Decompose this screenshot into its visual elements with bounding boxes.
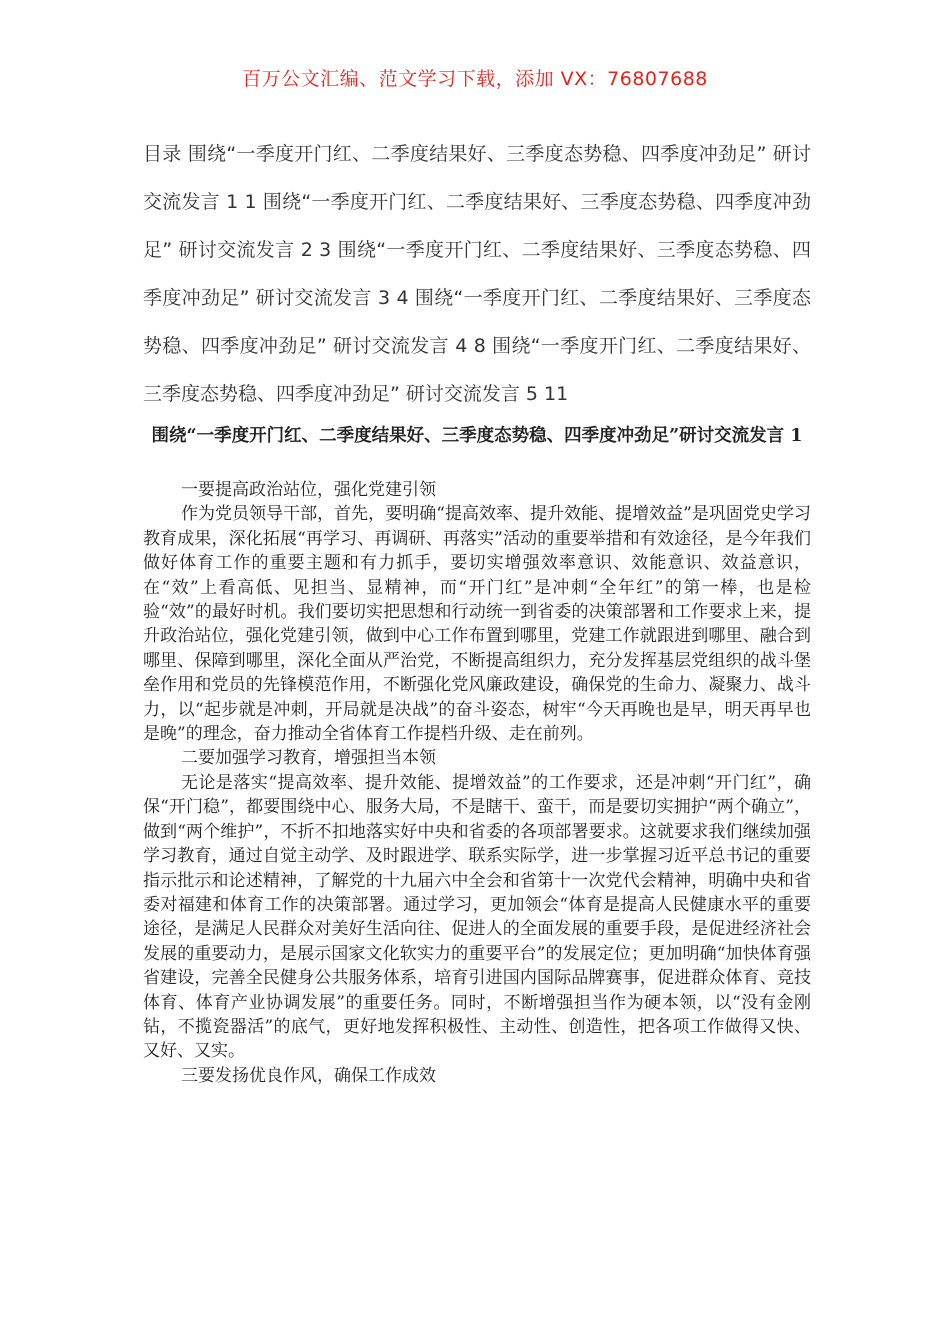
section-heading-2: 二要加强学习教育，增强担当本领 (181, 748, 436, 769)
download-banner: 百万公文汇编、范文学习下载，添加 VX：76807688 (242, 68, 708, 90)
paragraph-2: 无论是落实“提高效率、提升效能、提增效益”的工作要求，还是冲刺“开门红”，确保“开门稳”，都要围绕中心、服务大局，不是瞎干、蛮干，而是要切实拥护“两个确立”，做到“两个维护”，不折不扣地落实好中央和省委的各项部署要求。这就要求我们继续加强学习教育，通过自觉主动学、及时跟进学、联系实际学，进一步掌握习近平总书记的重要指示批示和论述精神，了解党的十九届六中全会和省第十一次党代会精神，明确中央和省委对福建和体育工作的决策部署。通过学习，更加领会“体育是提高人民健康水平的重要途径，是满足人民群众对美好生活向往、促进人的全面发展的重要手段，是促进经济社会发展的重要动力，是展示国家文化软实力的重要平台”的发展定位；更加明确“加快体育强省建设，完善全民健身公共服务体系，培育引进国内国际品牌赛事，促进群众体育、竞技体育、体育产业协调发展”的重要任务。同时，不断增强担当作为硬本领，以“没有金刚钻，不揽瓷器活”的底气，更好地发挥积极性、主动性、创造性，把各项工作做得又快、又好、又实。 (143, 772, 811, 1062)
document-title: 围绕“一季度开门红、二季度结果好、三季度态势稳、四季度冲劲足”研讨交流发言 1 (151, 426, 803, 446)
section-heading-3: 三要发扬优良作风，确保工作成效 (181, 1065, 436, 1086)
document-body (143, 478, 811, 1088)
section-heading-1: 一要提高政治站位，强化党建引领 (181, 480, 436, 500)
table-of-contents: 目录 围绕“一季度开门红、二季度结果好、三季度态势稳、四季度冲劲足” 研讨交流发言 1 1 围绕“一季度开门红、二季度结果好、三季度态势稳、四季度冲劲足” 研讨交流发言 2 3 围绕“一季度开门红、二季度结果好、三季度态势稳、四季度冲劲足” 研讨交流发言 3 4 围绕“一季度开门红、二季度结果好、三季度态势稳、四季度冲劲足” 研讨交流发言 4 8 围绕“一季度开门红、二季度结果好、三季度态势稳、四季度冲劲足” 研讨交流发言 5 11 (143, 143, 811, 405)
paragraph-1: 作为党员领导干部，首先，要明确“提高效率、提升效能、提增效益”是巩固党史学习教育成果，深化拓展“再学习、再调研、再落实”活动的重要举措和有效途径，是今年我们做好体育工作的重要主题和有力抓手，要切实增强效率意识、效能意识、效益意识，在“效”上看高低、见担当、显精神，而“开门红”是冲刺“全年红”的第一棒，也是检验“效”的最好时机。我们要切实把思想和行动统一到省委的决策部署和工作要求上来，提升政治站位，强化党建引领，做到中心工作布置到哪里，党建工作就跟进到哪里、融合到哪里、保障到哪里，深化全面从严治党，不断提高组织力，充分发挥基层党组织的战斗堡垒作用和党员的先锋模范作用，不断强化党风廉政建设，确保党的生命力、凝聚力、战斗力，以“起步就是冲刺，开局就是决战”的奋斗姿态，树牢“今天再晚也是早，明天再早也是晚”的理念，奋力推动全省体育工作提档升级、走在前列。 (143, 504, 811, 745)
